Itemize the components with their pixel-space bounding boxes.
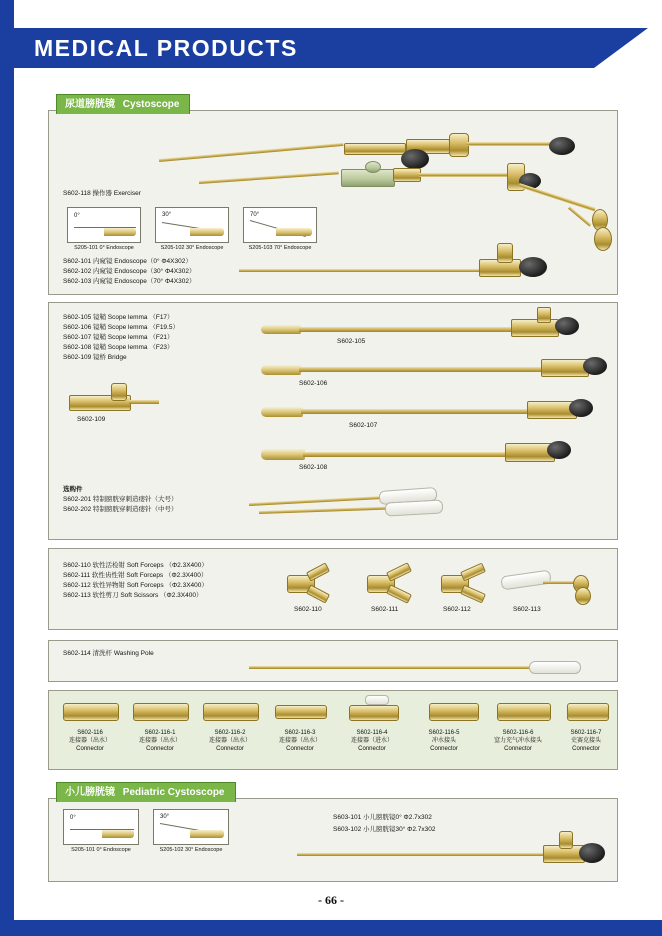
endoscope-item-0: S602-101 内窥镜 Endoscope（0° Φ4X302） <box>63 258 192 265</box>
connector-en-3: Connector <box>286 746 314 752</box>
connector-cn-3: 连接器（出水） <box>278 738 321 744</box>
forceps-item-3: S602-113 软性剪刀 Soft Scissors （Φ2.3X400） <box>63 592 203 599</box>
sheath-tip-2 <box>261 407 303 417</box>
puncture-needle-shaft <box>249 496 389 506</box>
connector-art-7 <box>567 703 609 721</box>
connector-art-5 <box>429 703 479 721</box>
connector-cn-4: 连接器（进水） <box>350 738 393 744</box>
forceps-arm-1 <box>386 562 412 582</box>
connector-code-1: S602-116-1 <box>144 730 176 736</box>
handle-arm <box>518 183 595 212</box>
left-blue-bar <box>0 0 14 936</box>
connector-en-2: Connector <box>216 746 244 752</box>
ped-angle-caption-30: S205-102 30° Endoscope <box>159 847 223 853</box>
ped-scope-shaft <box>297 853 545 856</box>
connector-art-4-lever <box>365 695 389 705</box>
endoscope-art-shaft <box>239 269 479 272</box>
connector-cell-6 <box>481 729 555 753</box>
scope-valve-upper <box>449 133 469 157</box>
puncture-needle-handle-2 <box>385 499 444 516</box>
scope-shaft-upper-right <box>467 142 562 146</box>
connector-art-3 <box>275 705 327 719</box>
connector-cell-2 <box>199 729 261 753</box>
scope-collar-mid <box>393 168 421 182</box>
connector-art-0 <box>63 703 119 721</box>
angle-inset-30 <box>155 207 229 243</box>
endoscope-item-2: S602-103 内窥镜 Endoscope（70° Φ4X302） <box>63 278 196 285</box>
section-title-pediatric-cn: 小儿膀胱镜 <box>65 787 115 798</box>
section-title-pediatric <box>56 782 236 802</box>
section-title-pediatric-en: Pediatric Cystoscope <box>122 787 225 798</box>
angle-inset-0 <box>67 207 141 243</box>
scope-green-knob <box>365 161 381 173</box>
endoscope-art-port <box>497 243 513 263</box>
sheath-item-3: S602-108 镜鞘 Scope lemma （F23） <box>63 344 174 351</box>
sheath-tip-1 <box>261 365 301 375</box>
section-title-cn: 尿道膀胱镜 <box>65 99 115 110</box>
panel-pediatric <box>48 798 618 882</box>
connector-cn-7: 史赛克接头 <box>570 738 601 744</box>
forceps-item-2: S602-112 软性异物钳 Soft Forceps （Φ2.3X400） <box>63 582 208 589</box>
sheath-item-0: S602-105 镜鞘 Scope lemma （F17） <box>63 314 174 321</box>
eyepiece-upper-right <box>549 137 575 155</box>
forceps-arm-0b <box>306 584 330 603</box>
exerciser-label: S602-118 操作器 Exerciser <box>63 190 141 197</box>
washing-pole-shaft <box>249 666 539 669</box>
connector-en-6: Connector <box>504 746 532 752</box>
connector-cell-0 <box>59 729 121 753</box>
header-arrow-shape <box>594 28 648 68</box>
connector-cn-1: 连接器（出水） <box>138 738 181 744</box>
connector-code-4: S602-116-4 <box>356 730 388 736</box>
ped-angle-tip-30 <box>190 830 224 838</box>
sheath-tip-3 <box>261 449 305 460</box>
connector-cn-5: 冲水接头 <box>431 738 456 744</box>
forceps-item-1: S602-111 软性齿性钳 Soft Forceps （Φ2.3X400） <box>63 572 208 579</box>
sheath-body-1 <box>541 359 589 377</box>
forceps-arm-2 <box>460 563 486 582</box>
panel-connectors <box>48 690 618 770</box>
angle-label-30: 30° <box>162 212 172 218</box>
connector-en-1: Connector <box>146 746 174 752</box>
sheath-cap-2 <box>569 399 593 417</box>
panel-washing-pole <box>48 640 618 682</box>
sheath-port-0 <box>537 307 551 323</box>
ped-item-0: S603-101 小儿膀胱镜0° Φ2.7x302 <box>333 814 432 821</box>
sheath-item-2: S602-107 镜鞘 Scope lemma （F21） <box>63 334 174 341</box>
forceps-arm-1b <box>386 584 412 604</box>
sheath-shaft-3 <box>303 452 508 457</box>
ped-angle-label-30: 30° <box>160 814 170 820</box>
ped-angle-inset-0 <box>63 809 139 845</box>
ped-angle-tip-0 <box>102 830 134 838</box>
connector-art-4 <box>349 705 399 721</box>
bridge-knob <box>111 383 127 401</box>
panel-forceps <box>48 548 618 630</box>
sheath-cap-3 <box>547 441 571 459</box>
bridge-stem <box>129 400 159 404</box>
page-header <box>14 28 648 68</box>
sheath-item-1: S602-106 镜鞘 Scope lemma （F19.5） <box>63 324 179 331</box>
connector-code-2: S602-116-2 <box>214 730 246 736</box>
sheath-shaft-0 <box>299 327 514 332</box>
scope-shaft-mid-right <box>419 173 514 177</box>
sheath-code-0: S602-105 <box>337 338 366 345</box>
connector-code-0: S602-116 <box>77 730 103 736</box>
washing-pole-grip <box>529 661 581 674</box>
connector-cn-2: 连接器（出水） <box>208 738 251 744</box>
washing-pole-label: S602-114 清洗杆 Washing Pole <box>63 650 154 657</box>
section-title-cystoscope <box>56 94 190 114</box>
sheath-cap-0 <box>555 317 579 335</box>
ped-item-1: S603-102 小儿膀胱镜30° Φ2.7x302 <box>333 826 436 833</box>
sheath-code-2: S602-107 <box>349 422 378 429</box>
connector-cn-0: 连接器（出水） <box>68 738 111 744</box>
connector-code-5: S602-116-5 <box>428 730 460 736</box>
sheath-cap-1 <box>583 357 607 375</box>
connector-en-0: Connector <box>76 746 104 752</box>
connector-cell-4 <box>341 729 403 753</box>
page-title: MEDICAL PRODUCTS <box>34 35 298 61</box>
connector-code-6: S602-116-6 <box>502 730 534 736</box>
ped-angle-caption-0: S205-101 0° Endoscope <box>71 847 131 853</box>
angle-tip-30 <box>190 228 224 236</box>
forceps-code-0: S602-110 <box>294 606 322 613</box>
eyepiece-upper <box>401 149 429 169</box>
connector-en-7: Connector <box>572 746 600 752</box>
bridge-code: S602-109 <box>77 416 106 423</box>
sheath-body-0 <box>511 319 559 337</box>
scissors-handle <box>500 570 551 591</box>
option-item-0: S602-201 特制膀胱穿刺造瘘针（大号） <box>63 496 178 503</box>
connector-cell-3 <box>269 729 331 753</box>
connector-en-4: Connector <box>358 746 386 752</box>
connector-art-1 <box>133 703 189 721</box>
sheath-tip-0 <box>261 325 301 334</box>
angle-caption-70: S205-103 70° Endoscope <box>248 245 312 251</box>
angle-tip-70 <box>276 228 312 236</box>
sheath-item-4: S602-109 镜桥 Bridge <box>63 354 127 361</box>
sheath-code-3: S602-108 <box>299 464 328 471</box>
ped-scope-port <box>559 831 573 849</box>
option-title: 选购件 <box>63 486 83 493</box>
connector-cn-6: 窒力充气冲水接头 <box>493 738 542 744</box>
panel-sheaths <box>48 302 618 540</box>
connector-cell-7 <box>555 729 617 753</box>
connector-cell-1 <box>129 729 191 753</box>
ped-scope-eyepiece <box>579 843 605 863</box>
puncture-needle-2 <box>259 506 389 514</box>
ped-angle-label-0: 0° <box>70 815 76 821</box>
angle-tip-0 <box>104 228 136 236</box>
connector-en-5: Connector <box>430 746 458 752</box>
connector-code-7: S602-116-7 <box>570 730 602 736</box>
connector-cell-5 <box>413 729 475 753</box>
scope-body-upper <box>344 143 406 155</box>
option-item-1: S602-202 特制膀胱穿刺造瘘针（中号） <box>63 506 178 513</box>
angle-caption-30: S205-102 30° Endoscope <box>160 245 224 251</box>
sheath-shaft-1 <box>299 367 544 372</box>
forceps-arm-0 <box>306 562 330 581</box>
scissors-ring-2 <box>575 587 591 605</box>
angle-inset-70 <box>243 207 317 243</box>
forceps-code-1: S602-111 <box>371 606 399 613</box>
bottom-blue-bar <box>0 920 662 936</box>
section-title-en: Cystoscope <box>122 99 180 110</box>
page-number: - 66 - <box>318 893 344 907</box>
panel-cystoscope <box>48 110 618 295</box>
angle-caption-0: S205-101 0° Endoscope <box>74 245 134 251</box>
forceps-arm-2b <box>460 585 486 604</box>
connector-art-6 <box>497 703 551 721</box>
handle-ring-2 <box>594 227 612 251</box>
scope-shaft-mid <box>199 171 339 184</box>
connector-art-2 <box>203 703 259 721</box>
angle-label-70: 70° <box>250 212 260 218</box>
scope-shaft-upper <box>159 143 344 162</box>
sheath-shaft-2 <box>301 409 531 414</box>
forceps-code-3: S602-113 <box>513 606 541 613</box>
forceps-item-0: S602-110 软性活检钳 Soft Forceps （Φ2.3X400） <box>63 562 208 569</box>
forceps-code-2: S602-112 <box>443 606 471 613</box>
angle-label-0: 0° <box>74 213 80 219</box>
endoscope-art-eyepiece <box>519 257 547 277</box>
sheath-code-1: S602-106 <box>299 380 328 387</box>
endoscope-item-1: S602-102 内窥镜 Endoscope（30° Φ4X302） <box>63 268 196 275</box>
connector-code-3: S602-116-3 <box>284 730 316 736</box>
ped-angle-inset-30 <box>153 809 229 845</box>
